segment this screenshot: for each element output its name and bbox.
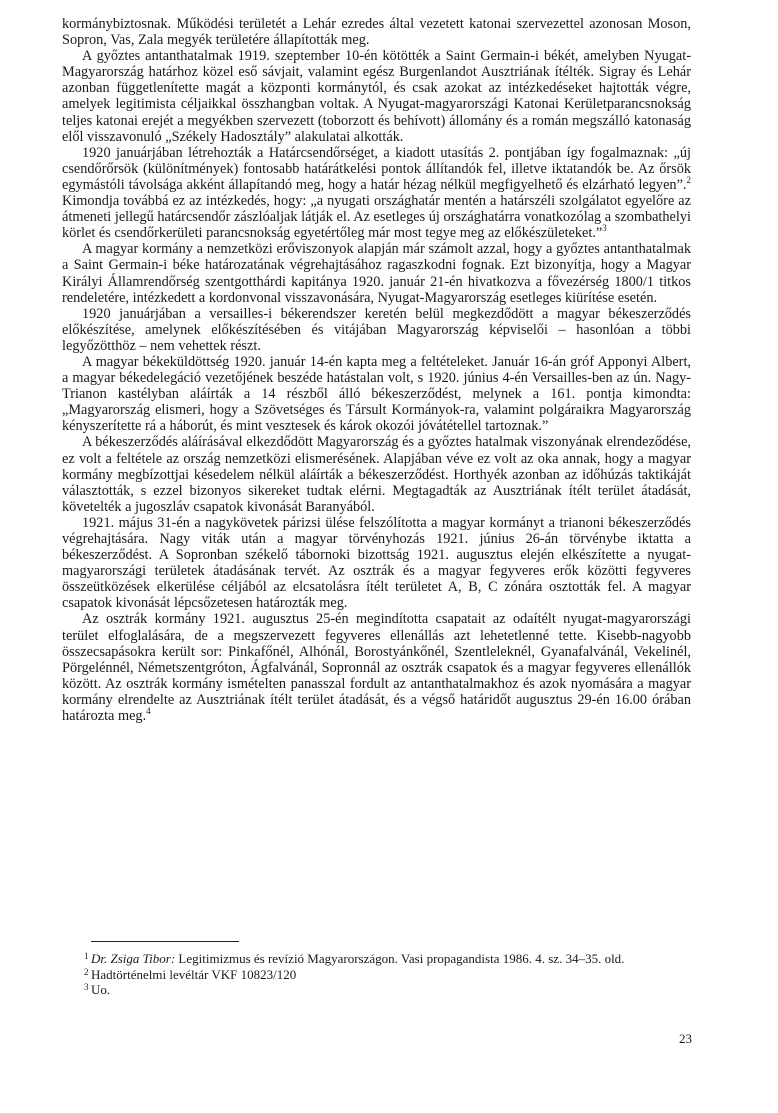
paragraph-8: 1921. május 31-én a nagykövetek párizsi ülése felszólította a magyar kormányt a trianoni békeszerződés végrehajtására. Nagy viták után a magyar törvényhozás 1921. június 26-án törvénybe iktatta a békeszerződést. A Sopronban székelő tábornoki bizottság 1921. augusztus elején elkészítette a nyugat-magyarországi területek átadásának tervét. Az osztrák és a magyar fegyveres erők közötti fegyveres összeütközések elkerülése céljából az elcsatolásra ítélt területet A, B, C zónára osztották fel. A magyar csapatok kivonását lépcsőzetesen határozták meg. (62, 514, 691, 612)
footnote-text: Hadtörténelmi levéltár VKF 10823/120 (91, 966, 297, 982)
footnote-ref-2[interactable]: 2 (686, 175, 691, 186)
footnotes (84, 951, 691, 998)
footnote-divider (91, 941, 239, 942)
footnote-3: 3 Uo. (84, 982, 111, 998)
body-text (62, 16, 691, 724)
paragraph-1: kormánybiztosnak. Működési területét a Lehár ezredes által vezetett katonai szervezettel azonosan Moson, Sopron, Vas, Zala megyék területére állapították meg. (62, 16, 691, 49)
paragraph-4: A magyar kormány a nemzetközi erőviszonyok alapján már számolt azzal, hogy a győztes antanthatalmak a Saint Germain-i béke határozatának végrehajtásához ragaszkodni fognak. Ezt bizonyítja, hogy a Magyar Királyi Államrendőrség szentgotthárdi kapitánya 1920. január 21-én hivatkozva a fővezérség 1800/1 titkos rendeletére, intézkedett a kordonvonal visszavonására, Nyugat-Magyarország esetleges kiürítése esetén. (62, 241, 691, 306)
footnote-2: 2 Hadtörténelmi levéltár VKF 10823/120 (84, 966, 297, 982)
footnote-ref-3[interactable]: 3 (602, 223, 607, 234)
paragraph-9: Az osztrák kormány 1921. augusztus 25-én megindította csapatait az odaítélt nyugat-magyarországi terület elfoglalására, de a megszervezett fegyveres ellenállás azt lehetetlenné tette. Kisebb-nagyobb összecsapásokra került sor: Pinkafőnél, Alhónál, Borostyánkőnél, Szentleleknél, Gyanafalvánál, Vekelinél, Pörgelénnél, Németszentgróton, Ágfalvánál, Sopronnál az osztrák csapatok és a magyar fegyveres ellenállók között. Az osztrák kormány ismételten panasszal fordult az antanthatalmakhoz és azok nyomására a magyar kormány elrendelte az Ausztriának ítélt terület átadását, és a végső határidőt augusztus 29-én 16.00 órában határozta meg.$^4$ (62, 611, 691, 725)
paragraph-5: 1920 januárjában a versailles-i békerendszer keretén belül megkezdődött a magyar békeszerződés előkészítése, amelynek előkészítésében és vitájában Magyarország képviselői – hasonlóan a többi legyőzötthöz – nem vehettek részt. (62, 305, 691, 354)
page-number: 23 (679, 1031, 692, 1046)
footnote-author: Dr. Zsiga Tibor: (91, 951, 176, 966)
footnote-text: Uo. (91, 982, 111, 998)
paragraph-6: A magyar békeküldöttség 1920. január 14-én kapta meg a feltételeket. Január 16-án gróf Apponyi Albert, a magyar békedelegáció vezetőjének beszéde hatástalan volt, s 1920. június 4-én Versailles-ben az ún. Nagy-Trianon kastélyban aláírták a 14 részből álló békeszerződést, melynek a 161. pontja kimondta: „Magyarország elismeri, hogy a Szövetséges és Társult Kormányok-ra, valamint polgáraikra Magyarország kényszerítette rá a háborút, és mint vesztesek és károk okozói jóvátétellel tartoznak.” (62, 353, 691, 435)
footnote-ref-4[interactable]: 4 (146, 706, 151, 717)
paragraph-7: A békeszerződés aláírásával elkezdődött Magyarország és a győztes hatalmak viszonyának elrendeződése, ez volt a feltétele az ország nemzetközi elismerésének. Alapjában véve ez volt az oka annak, hogy a magyar kormány megbízottjai késedelem nélkül aláírták a békeszerződést. Horthyék azonban az időhúzás taktikáját választották, s ezzel bizonyos sikereket tudtak elérni. Megtagadták az Ausztriának ítélt terület átadását, követelték a jugoszláv csapatok kivonását Baranyából. (62, 434, 691, 515)
paragraph-2: A győztes antanthatalmak 1919. szeptember 10-én kötötték a Saint Germain-i békét, amelyben Nyugat-Magyarország határhoz közel eső sávjait, valamint egész Burgenlandot Ausztriának ítélték. Sigray és Lehár azonban függetlenítette magát a központi kormánytól, és csak azokat az intézkedéseket hajtották végre, amelyek legitimista céljaikkal összhangban voltak. A Nyugat-magyarországi Katonai Kerületparancsnokság teljes katonai erejét a megyékben szervezett (toborzott és behívott) állomány és a román megszálló katonaság elől visszavonuló „Székely Hadosztály” alakulatai alkották. (62, 48, 691, 145)
paragraph-3: 1920 januárjában létrehozták a Határcsendőrséget, a kiadott utasítás 2. pontjában így fogalmaznak: „új csendőrőrsök (különítmények) fontosabb határátkelési pontok állítandók fel, illetve iktatandók be. Az őrsök egymástóli távolsága akként állapítandó meg, hogy a határ hézag nélkül megfigyelhető és elzárható legyen”.$^2$ Kimondja továbbá ez az intézkedés, hogy: „a nyugati országhatár mentén a határszéli szolgálatot egyelőre az átmeneti jellegű határcsendőr zászlóaljak látják el. Az esetleges új országhatárra vonatkozólag a szombathelyi körlet és csendőrkerületi parancsnokság egyetértőleg már most tegye meg az előkészületeket.”$^3$ (62, 144, 691, 242)
footnote-text: Legitimizmus és revízió Magyarországon. Vasi propagandista 1986. 4. sz. 34–35. old. (175, 951, 625, 966)
footnote-1: 1 Dr. Zsiga Tibor: Legitimizmus és revízió Magyarországon. Vasi propagandista 1986. 4. sz. 34–35. old. (84, 951, 625, 966)
